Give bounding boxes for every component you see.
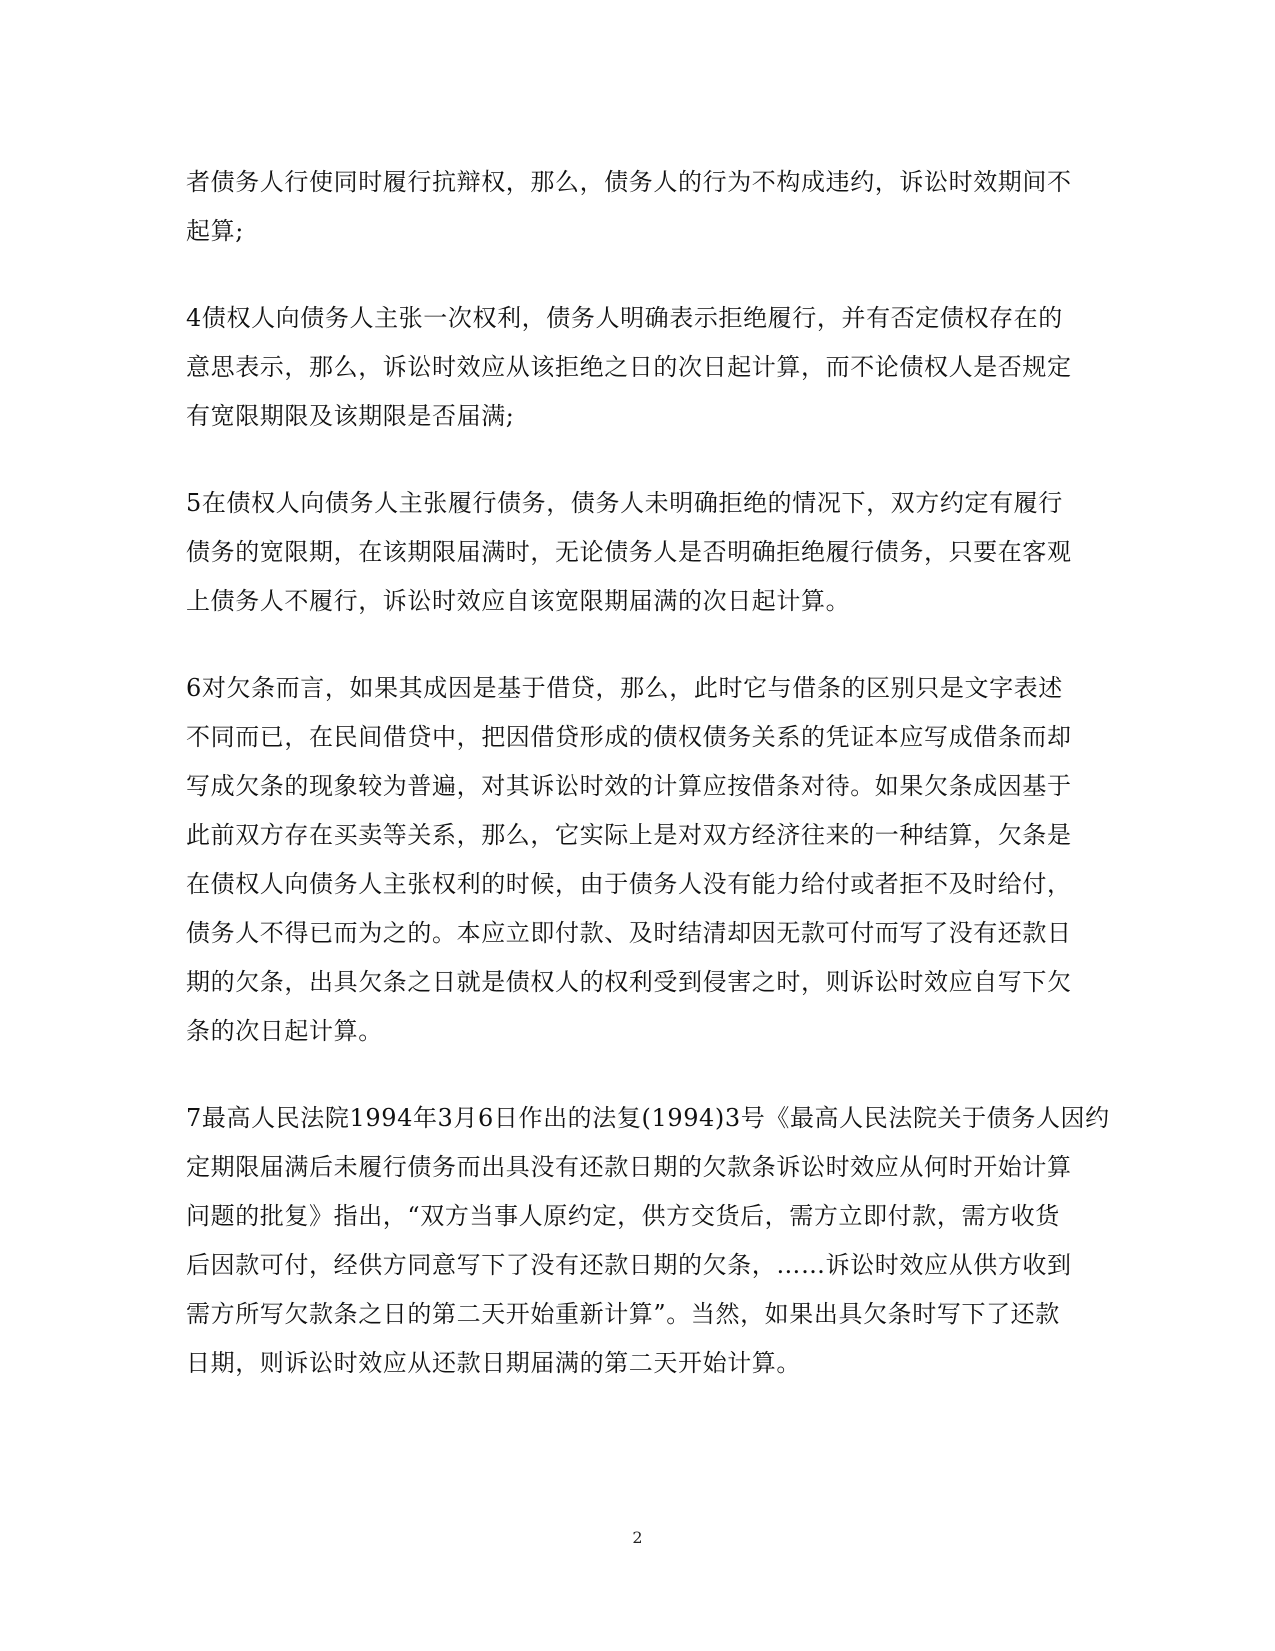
document-body xyxy=(186,158,1110,1426)
text-line: 有宽限期限及该期限是否届满; xyxy=(186,402,515,430)
text-line: 不同而已，在民间借贷中，把因借贷形成的债权债务关系的凭证本应写成借条而却 xyxy=(186,723,1072,751)
text-line: 上债务人不履行，诉讼时效应自该宽限期届满的次日起计算。 xyxy=(186,587,851,615)
text-line: 需方所写欠款条之日的第二天开始重新计算”。当然，如果出具欠条时写下了还款 xyxy=(186,1300,1060,1328)
paragraph-2 xyxy=(186,294,1086,441)
text-line: 7最高人民法院1994年3月6日作出的法复(1994)3号《最高人民法院关于债务人因约 xyxy=(186,1104,1110,1132)
text-line: 写成欠条的现象较为普遍，对其诉讼时效的计算应按借条对待。如果欠条成因基于 xyxy=(186,772,1072,800)
text-line: 期的欠条，出具欠条之日就是债权人的权利受到侵害之时，则诉讼时效应自写下欠 xyxy=(186,968,1072,996)
text-line: 日期，则诉讼时效应从还款日期届满的第二天开始计算。 xyxy=(186,1349,801,1377)
text-line: 在债权人向债务人主张权利的时候，由于债务人没有能力给付或者拒不及时给付， xyxy=(186,870,1072,898)
text-line: 问题的批复》指出，“双方当事人原约定，供方交货后，需方立即付款，需方收货 xyxy=(186,1202,1060,1230)
text-line: 6对欠条而言，如果其成因是基于借贷，那么，此时它与借条的区别只是文字表述 xyxy=(186,674,1063,702)
text-line: 5在债权人向债务人主张履行债务，债务人未明确拒绝的情况下，双方约定有履行 xyxy=(186,489,1063,517)
text-line: 后因款可付，经供方同意写下了没有还款日期的欠条，……诉讼时效应从供方收到 xyxy=(186,1251,1072,1279)
text-line: 债务人不得已而为之的。本应立即付款、及时结清却因无款可付而写了没有还款日 xyxy=(186,919,1072,947)
text-line: 债务的宽限期，在该期限届满时，无论债务人是否明确拒绝履行债务，只要在客观 xyxy=(186,538,1072,566)
paragraph-1 xyxy=(186,158,1086,256)
text-line: 此前双方存在买卖等关系，那么，它实际上是对双方经济往来的一种结算，欠条是 xyxy=(186,821,1072,849)
text-line: 起算; xyxy=(186,217,244,245)
text-line: 意思表示，那么，诉讼时效应从该拒绝之日的次日起计算，而不论债权人是否规定 xyxy=(186,353,1072,381)
text-line: 定期限届满后未履行债务而出具没有还款日期的欠款条诉讼时效应从何时开始计算 xyxy=(186,1153,1072,1181)
page-number: 2 xyxy=(632,1528,643,1547)
text-line: 条的次日起计算。 xyxy=(186,1017,383,1045)
text-line: 者债务人行使同时履行抗辩权，那么，债务人的行为不构成违约，诉讼时效期间不 xyxy=(186,168,1072,196)
paragraph-3 xyxy=(186,479,1086,626)
text-line: 4债权人向债务人主张一次权利，债务人明确表示拒绝履行，并有否定债权存在的 xyxy=(186,304,1063,332)
paragraph-4 xyxy=(186,664,1086,1056)
paragraph-5 xyxy=(186,1094,1110,1388)
